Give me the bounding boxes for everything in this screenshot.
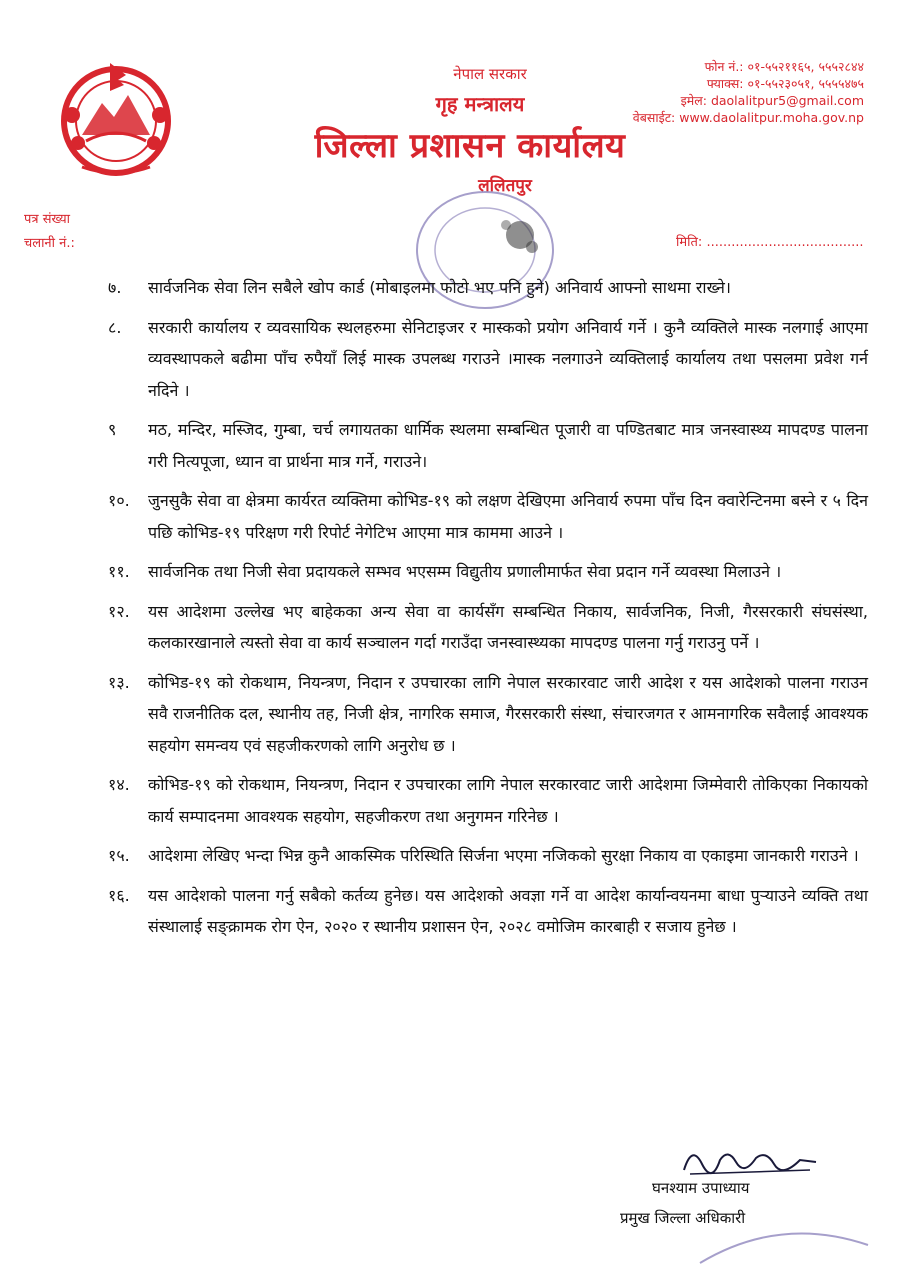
item-number: १३. [108,672,130,692]
order-item [108,840,868,872]
item-number: १४. [108,775,130,794]
item-text: सरकारी कार्यालय र व्यवसायिक स्थलहरुमा सेनिटाइजर र मास्कको प्रयोग अनिवार्य गर्ने । कुनै व्यक्तिले मास्क नलगाई आएमा व्यवस्थापकले बढीमा पाँच रुपैयाँ लिई मास्क उपलब्ध गराउने ।मास्क नलगाउने व्यक्तिलाई कार्यालय तथा पसलमा प्रवेश गर्न नदिने । [148,317,868,400]
item-text: सार्वजनिक सेवा लिन सबैले खोप कार्ड (मोबाइलमा फोटो भए पनि हुने) अनिवार्य आफ्नो साथमा राख्ने। [148,278,731,297]
order-item [108,880,868,943]
order-item [108,667,868,762]
email-label: इमेल: [680,93,707,108]
dispatch-number-label: चलानी नं.: [24,236,75,251]
date-label: मिति: [676,235,703,250]
reference-block [24,208,75,256]
web-value[interactable]: www.daolalitpur.moha.gov.np [679,110,864,125]
signer-title: प्रमुख जिल्ला अधिकारी [620,1209,746,1227]
item-text: कोभिड-१९ को रोकथाम, नियन्त्रण, निदान र उपचारका लागि नेपाल सरकारवाट जारी आदेश र यस आदेशको पालना गराउन सवै राजनीतिक दल, स्थानीय तह, निजी क्षेत्र, नागरिक समाज, गैरसरकारी संस्था, संचारजगत र आमनागरिक सवैलाई आवश्यक सहयोग समन्वय एवं सहजीकरणको लागि अनुरोध छ । [148,672,868,755]
official-seal-icon [690,1215,870,1265]
order-item [108,596,868,659]
order-item [108,414,868,477]
item-text: कोभिड-१९ को रोकथाम, नियन्त्रण, निदान र उपचारका लागि नेपाल सरकारवाट जारी आदेशमा जिम्मेवारी तोकिएका निकायको कार्य सम्पादनमा आवश्यक सहयोग, सहजीकरण तथा अनुगमन गरिनेछ । [148,775,868,826]
government-name: नेपाल सरकार [453,65,527,83]
order-item [108,769,868,832]
contact-block [633,58,864,126]
item-number: १५. [108,846,130,865]
item-text: यस आदेशमा उल्लेख भए बाहेकका अन्य सेवा वा कार्यसँग सम्बन्धित निकाय, सार्वजनिक, निजी, गैरसरकारी संघसंस्था, कलकारखानाले त्यस्तो सेवा वा कार्य सञ्चालन गर्दा गराउँदा जनस्वास्थ्यका मापदण्ड पालना गर्नु गराउनु पर्ने । [148,601,868,652]
item-text: मठ, मन्दिर, मस्जिद, गुम्बा, चर्च लगायतका धार्मिक स्थलमा सम्बन्धित पूजारी वा पण्डितबाट मात्र जनस्वास्थ्य मापदण्ड पालना गरी नित्यपूजा, ध्यान वा प्रार्थना मात्र गर्ने, गराउने। [148,420,868,471]
item-text: आदेशमा लेखिए भन्दा भिन्न कुनै आकस्मिक परिस्थिति सिर्जना भएमा नजिकको सुरक्षा निकाय वा एकाइमा जानकारी गराउने । [148,846,859,865]
order-item [108,485,868,548]
item-text: जुनसुकै सेवा वा क्षेत्रमा कार्यरत व्यक्तिमा कोभिड-१९ को लक्षण देखिएमा अनिवार्य रुपमा पाँच दिन क्वारेन्टिनमा बस्ने र ५ दिन पछि कोभिड-१९ परिक्षण गरी रिपोर्ट नेगेटिभ आएमा मात्र काममा आउने । [148,491,868,542]
item-number: ११. [108,562,130,581]
order-item [108,556,868,588]
phone-value: ०१-५५२११६५, ५५५२८४४ [747,59,864,74]
item-text: यस आदेशको पालना गर्नु सबैको कर्तव्य हुनेछ। यस आदेशको अवज्ञा गर्ने वा आदेश कार्यान्वयनमा बाधा पुर्‍याउने व्यक्ति तथा संस्थालाई सङ्क्रामक रोग ऐन, २०२० र स्थानीय प्रशासन ऐन, २०२८ वमोजिम कारबाही र सजाय हुनेछ । [148,885,868,936]
item-number: १६. [108,885,130,905]
handwritten-signature-icon [680,1140,820,1180]
item-number: ८. [108,317,122,337]
phone-line [633,58,864,75]
item-text: सार्वजनिक तथा निजी सेवा प्रदायकले सम्भव भएसम्म विद्युतीय प्रणालीमार्फत सेवा प्रदान गर्ने व्यवस्था मिलाउने । [148,562,782,581]
date-block [676,232,863,250]
email-value[interactable]: daolalitpur5@gmail.com [710,93,864,108]
signer-name: घनश्याम उपाध्याय [652,1179,750,1197]
office-name: जिल्ला प्रशासन कार्यालय [314,126,626,166]
nepal-emblem-icon [52,55,180,183]
item-number: ९ [108,420,117,439]
ministry-name: गृह मन्त्रालय [435,92,525,116]
item-number: १२. [108,601,130,621]
letterhead [250,64,690,196]
web-line [633,109,864,126]
fax-line [633,75,864,92]
item-number: ७. [108,278,122,297]
web-label: वेबसाईट: [632,110,676,125]
date-value: ...................................... [706,235,864,250]
item-number: १०. [108,491,130,510]
phone-label: फोन नं.: [704,59,744,74]
fax-label: फ्याक्स: [706,76,744,91]
district-name: ललितपुर [478,176,532,196]
order-item [108,312,868,407]
order-item [108,272,868,304]
email-line [633,92,864,109]
fax-value: ०१-५५२३०५१, ५५५५४७५ [747,76,864,91]
order-items [108,272,868,951]
letter-number-label: पत्र संख्या [24,212,70,227]
